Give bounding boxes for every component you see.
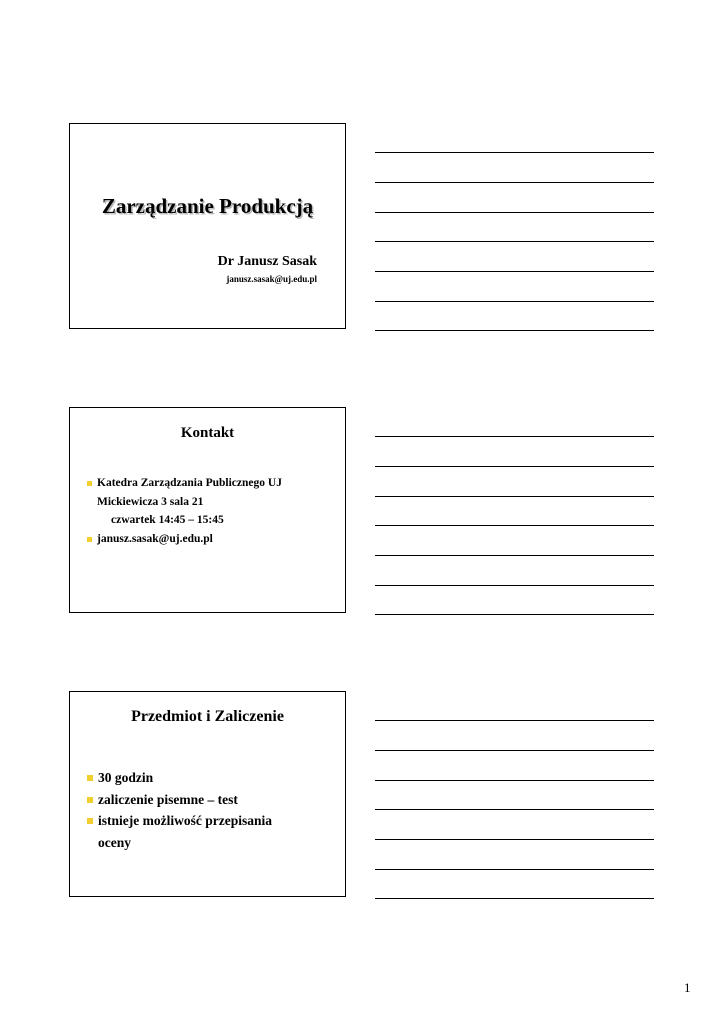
square-bullet-icon: [87, 797, 93, 803]
bullet-text: oceny: [98, 834, 131, 850]
bullet-text: istnieje możliwość przepisania: [98, 813, 272, 828]
author-name: Dr Janusz Sasak: [217, 254, 317, 269]
note-line: [375, 614, 654, 615]
list-item: [87, 530, 337, 549]
note-line: [375, 271, 654, 272]
list-item: [87, 810, 337, 853]
note-line: [375, 750, 654, 751]
note-line: [375, 212, 654, 213]
slide-2: [69, 407, 346, 613]
slide-title: Przedmiot i Zaliczenie: [131, 708, 284, 725]
note-line: [375, 898, 654, 899]
note-line: [375, 301, 654, 302]
bullet-text: Mickiewicza 3 sala 21: [97, 495, 204, 508]
note-line: [375, 555, 654, 556]
bullet-text: Katedra Zarządzania Publicznego UJ: [97, 477, 282, 489]
bullet-subtext: czwartek 14:45 – 15:45: [111, 514, 224, 526]
list-item: [87, 767, 337, 789]
note-line: [375, 182, 654, 183]
slide-title: Zarządzanie Produkcją: [101, 194, 314, 218]
note-line: [375, 330, 654, 331]
list-item: [87, 789, 337, 811]
note-line: [375, 809, 654, 810]
note-line: [375, 525, 654, 526]
square-bullet-icon: [87, 775, 93, 781]
note-line: [375, 466, 654, 467]
list-item: [87, 474, 337, 530]
bullet-text: 30 godzin: [98, 770, 154, 785]
note-line: [375, 839, 654, 840]
square-bullet-icon: [87, 818, 93, 824]
author-email: janusz.sasak@uj.edu.pl: [226, 274, 317, 284]
note-line: [375, 436, 654, 437]
slide-3: [69, 691, 346, 897]
note-line: [375, 780, 654, 781]
note-line: [375, 152, 654, 153]
bullet-list: [87, 767, 337, 853]
page-number: 1: [684, 980, 691, 995]
note-line: [375, 720, 654, 721]
slide-title: Kontakt: [180, 425, 235, 441]
bullet-text: janusz.sasak@uj.edu.pl: [97, 532, 213, 545]
note-line: [375, 496, 654, 497]
note-line: [375, 869, 654, 870]
note-line: [375, 585, 654, 586]
square-bullet-icon: [87, 537, 92, 542]
note-line: [375, 241, 654, 242]
square-bullet-icon: [87, 481, 92, 486]
bullet-list: [87, 474, 337, 548]
bullet-text: zaliczenie pisemne – test: [98, 791, 238, 807]
slide-1: [69, 123, 346, 329]
